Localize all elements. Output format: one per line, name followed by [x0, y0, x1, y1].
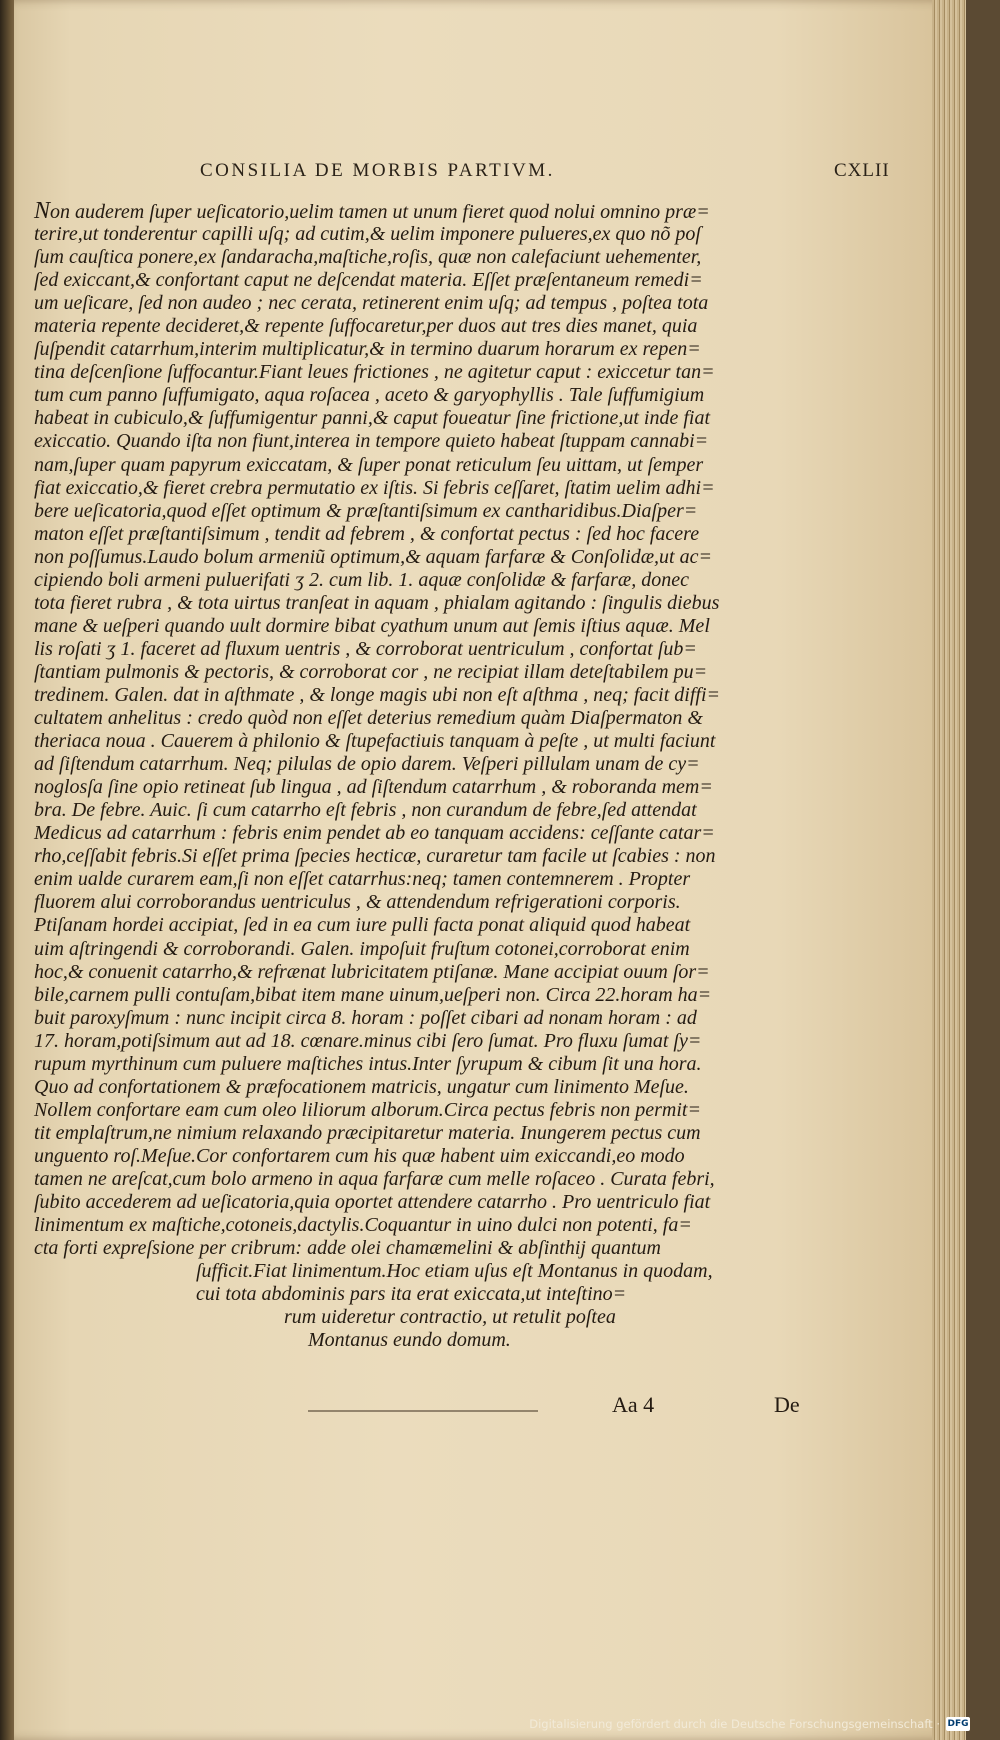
text-line: enim ualde curarem eam,ſi non eſſet catarrhus:neq; tamen contemnerem . Propter — [34, 868, 691, 891]
book-page — [14, 0, 966, 1740]
text-line: tit emplaſtrum,ne nimium relaxando præcipitaretur materia. Inungerem pectus cum — [34, 1121, 701, 1144]
text-line: cta forti expreſsione per cribrum: adde olei chamæmelini & abſinthij quantum — [34, 1237, 661, 1260]
text-line: Medicus ad catarrhum : febris enim pendet ab eo tanquam accidens: ceſſante catar= — [34, 822, 715, 845]
text-line: 17. horam,potiſsimum aut ad 18. cœnare.minus cibi ſero ſumat. Pro fluxu ſumat ſy= — [34, 1029, 702, 1052]
text-line: noglosſa ſine opio retineat ſub lingua , ad ſiſtendum catarrhum , & roboranda mem= — [34, 776, 713, 799]
text-line: ſufficit.Fiat linimentum.Hoc etiam uſus eſt Montanus in quodam, — [196, 1260, 713, 1283]
text-line: unguento roſ.Meſue.Cor confortarem cum his quæ habent uim exiccandi,eo modo — [34, 1144, 685, 1167]
text-line: Nollem confortare eam cum oleo liliorum alborum.Circa pectus febris non permit= — [34, 1098, 701, 1121]
dfg-logo: DFG — [947, 1719, 969, 1729]
text-line: ad ſiſtendum catarrhum. Neq; pilulas de opio darem. Veſperi pillulam unam de cy= — [34, 753, 700, 776]
text-line: non poſſumus.Laudo bolum armeniũ optimum,& aquam farfaræ & Conſolidæ,ut ac= — [34, 545, 712, 568]
text-line: tina deſcenſione ſuffocantur.Fiant leues frictiones , ne agitetur caput : exiccetur tan= — [34, 361, 715, 384]
text-line: ſtantiam pulmonis & pectoris, & corroborat cor , ne recipiat illam deteſtabilem pu= — [34, 660, 708, 683]
text-line: exiccatio. Quando iſta non fiunt,interea in tempore quieto habeat ſtuppam cannabi= — [34, 430, 709, 453]
text-line: Montanus eundo domum. — [308, 1329, 511, 1352]
footer-credit: Digitalisierung gefördert durch die Deutsche Forschungsgemeinschaft · — [529, 1717, 940, 1731]
text-line: cui tota abdominis pars ita erat exiccata,ut inteſtino= — [196, 1283, 627, 1306]
text-line: tota fieret rubra , & tota uirtus tranſeat in aquam , phialam agitando : ſingulis diebus — [34, 591, 720, 614]
text-line: materia repente decideret,& repente ſuffocaretur,per duos aut tres dies manet, quia — [34, 315, 698, 338]
text-line: habeat in cubiculo,& ſuffumigentur panni,& caput foueatur ſine frictione,ut inde fiat — [34, 407, 711, 430]
text-line: Non auderem ſuper ueſicatorio,uelim tamen ut unum fieret quod nolui omnino præ= — [34, 198, 710, 224]
text-line: buit paroxyſmum : nunc incipit circa 8. horam : poſſet cibari ad nonam horam : ad — [34, 1006, 697, 1029]
text-line: uim aſtringendi & corroborandi. Galen. impoſuit fruſtum cotonei,corroborat enim — [34, 937, 690, 960]
text-line: tamen ne areſcat,cum bolo armeno in aqua farfaræ cum melle roſaceo . Curata febri, — [34, 1167, 715, 1190]
catchword: De — [774, 1392, 800, 1417]
text-line: terire,ut tonderentur capilli uſq; ad cutim,& uelim imponere pulueres,ex quo nõ poſ — [34, 223, 701, 246]
body-text — [34, 200, 804, 1352]
text-line: mane & ueſperi quando uult dormire bibat cyathum unum aut ſemis iſtius aquæ. Mel — [34, 614, 710, 637]
final-line-rule — [308, 1410, 538, 1412]
signature-mark: Aa 4 — [612, 1392, 655, 1417]
text-line: cultatem anhelitus : credo quòd non eſſet deterius remedium quàm Diaſpermaton & — [34, 707, 703, 730]
text-line: linimentum ex maſtiche,cotoneis,dactylis.Coquantur in uino dulci non potenti, fa= — [34, 1214, 692, 1237]
text-line: bere ueſicatoria,quod eſſet optimum & præſtantiſsimum ex cantharidibus.Diaſper= — [34, 499, 698, 522]
text-line: theriaca noua . Cauerem à philonio & ſtupefactiuis tanquam à peſte , ut multi faciunt — [34, 730, 716, 753]
text-line: hoc,& conuenit catarrho,& refrænat lubricitatem ptiſanæ. Mane accipiat ouum ſor= — [34, 960, 710, 983]
text-line: ſed exiccant,& confortant caput ne deſcendat materia. Eſſet præſentaneum remedi= — [34, 269, 703, 292]
text-line: tum cum panno ſuffumigato, aqua roſacea , aceto & garyophyllis . Tale ſuffumigium — [34, 384, 705, 407]
text-line: rho,ceſſabit febris.Si eſſet prima ſpecies hecticæ, curaretur tam facile ut ſcabies : non — [34, 845, 716, 868]
text-line: bra. De febre. Auic. ſi cum catarrho eſt febris , non curandum de febre,ſed attendat — [34, 799, 697, 822]
text-line: tredinem. Galen. dat in aſthmate , & longe magis ubi non eſt aſthma , neq; facit diffi= — [34, 683, 721, 706]
text-line: fluorem alui corroborandus uentriculus , & attendendum refrigerationi corporis. — [34, 891, 681, 914]
text-line: rupum myrthinum cum puluere maſtiches intus.Inter ſyrupum & cibum ſit una hora. — [34, 1052, 702, 1075]
text-line: ſuſpendit catarrhum,interim multiplicatur,& in termino duarum horarum ex repen= — [34, 338, 701, 361]
page-edge — [932, 0, 966, 1740]
text-line: lis roſati ʒ 1. faceret ad fluxum uentris , & corroborat uentriculum , confortat ſub= — [34, 637, 697, 660]
text-line: ſum cauſtica ponere,ex ſandaracha,maſtiche,roſis, quæ non calefaciunt uehementer, — [34, 246, 702, 269]
text-line: Quo ad confortationem & præfocationem matricis, ungatur cum linimento Meſue. — [34, 1075, 689, 1098]
text-line: bile,carnem pulli contuſam,bibat item mane uinum,ueſperi non. Circa 22.horam ha= — [34, 983, 712, 1006]
running-title: CONSILIA DE MORBIS PARTIVM. — [200, 160, 555, 181]
text-line: Ptiſanam hordei accipiat, ſed in ea cum iure pulli facta ponat aliquid quod habeat — [34, 914, 691, 937]
folio-number: CXLII — [834, 160, 890, 181]
text-line: rum uideretur contractio, ut retulit poſtea — [284, 1306, 616, 1329]
text-line: nam,ſuper quam papyrum exiccatam, & ſuper ponat reticulum ſeu uittam, ut ſemper — [34, 453, 704, 476]
digitization-footer — [529, 1717, 970, 1731]
text-line: maton eſſet præſtantiſsimum , tendit ad febrem , & confortat pectus : ſed hoc facere — [34, 522, 700, 545]
text-line: ſubito accederem ad ueſicatoria,quia oportet attendere catarrho . Pro uentriculo fiat — [34, 1191, 711, 1214]
text-line: um ueſicare, ſed non audeo ; nec cerata, retinerent enim uſq; ad tempus , poſtea tota — [34, 292, 709, 315]
text-line: cipiendo boli armeni puluerifati ʒ 2. cum lib. 1. aquæ conſolidæ & farfaræ, donec — [34, 568, 689, 591]
text-line: fiat exiccatio,& fieret crebra permutatio ex iſtis. Si febris ceſſaret, ſtatim uelim adhi= — [34, 476, 715, 499]
